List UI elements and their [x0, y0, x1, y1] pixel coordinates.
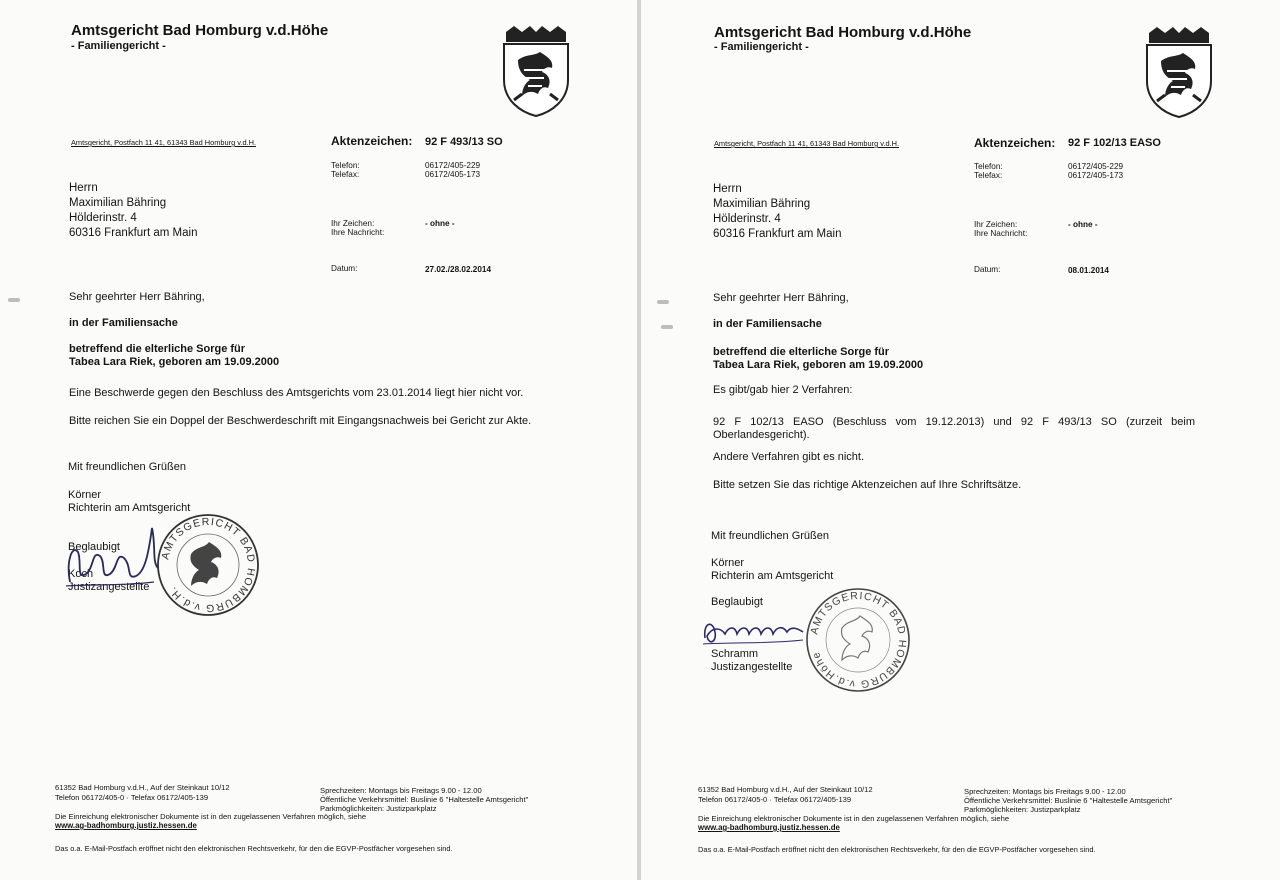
telefon-label: Telefon: [331, 161, 360, 170]
recipient-line: Hölderinstr. 4 [713, 213, 781, 225]
clerk-name: Schramm [711, 648, 759, 660]
footer-hours: Sprechzeiten: Montags bis Freitags 9.00 - 12.00 [320, 786, 482, 795]
datum-label: Datum: [974, 265, 1001, 274]
regarding-line: betreffend die elterliche Sorge für [713, 346, 890, 358]
recipient-line: Herrn [69, 182, 98, 194]
return-address: Amtsgericht, Postfach 11 41, 61343 Bad Homburg v.d.H. [71, 138, 256, 147]
footer-email-note: Das o.a. E-Mail-Postfach eröffnet nicht den elektronischen Rechtsverkehr, für den die EGVP-Postfächer vorgesehen sind. [698, 845, 1096, 854]
footer-hours: Sprechzeiten: Montags bis Freitags 9.00 - 12.00 [964, 787, 1126, 796]
body-paragraph: 92 F 102/13 EASO (Beschluss vom 19.12.2013) und 92 F 493/13 SO (zurzeit beim Oberlandesgericht). [713, 416, 1195, 441]
footer-phone: Telefon 06172/405-0 · Telefax 06172/405-139 [55, 793, 209, 802]
footer-transport: Öffentliche Verkehrsmittel: Buslinie 6 "Haltestelle Amtsgericht" [320, 795, 529, 804]
aktenzeichen-value: 92 F 102/13 EASO [1068, 137, 1161, 149]
telefax-value: 06172/405-173 [425, 170, 481, 179]
recipient-line: Hölderinstr. 4 [69, 212, 137, 224]
clerk-title: Justizangestellte [711, 661, 793, 673]
signer-title: Richterin am Amtsgericht [68, 502, 191, 514]
regarding-line: Tabea Lara Riek, geboren am 19.09.2000 [69, 356, 280, 368]
footer-address: 61352 Bad Homburg v.d.H., Auf der Steinkaut 10/12 [698, 785, 873, 794]
footer-address: 61352 Bad Homburg v.d.H., Auf der Steinkaut 10/12 [55, 783, 230, 792]
court-subtitle: - Familiengericht - [71, 40, 166, 52]
seal-text: AMTSGERICHT BAD HOMBURG v.d.H. [159, 515, 258, 615]
ihre-nachricht-label: Ihre Nachricht: [331, 228, 385, 237]
regarding-line: Tabea Lara Riek, geboren am 19.09.2000 [713, 359, 924, 371]
ihre-nachricht-label: Ihre Nachricht: [974, 229, 1028, 238]
seal-text: AMTSGERICHT BAD HOMBURG v.d.Höhe [808, 589, 909, 691]
footer-parking: Parkmöglichkeiten: Justizparkplatz [964, 805, 1081, 814]
body-paragraph: Bitte setzen Sie das richtige Aktenzeichen auf Ihre Schriftsätze. [713, 479, 1022, 491]
aktenzeichen-value: 92 F 493/13 SO [425, 136, 503, 148]
salutation: Sehr geehrter Herr Bähring, [713, 292, 849, 304]
footer-parking: Parkmöglichkeiten: Justizparkplatz [320, 804, 437, 813]
ihr-zeichen-label: Ihr Zeichen: [974, 220, 1018, 229]
certified-label: Beglaubigt [711, 596, 763, 608]
telefon-label: Telefon: [974, 162, 1003, 171]
regarding-line: betreffend die elterliche Sorge für [69, 343, 246, 355]
telefax-value: 06172/405-173 [1068, 171, 1124, 180]
footer-transport: Öffentliche Verkehrsmittel: Buslinie 6 "Haltestelle Amtsgericht" [964, 796, 1173, 805]
signer-name: Körner [711, 557, 745, 569]
court-subtitle: - Familiengericht - [714, 41, 809, 53]
court-name: Amtsgericht Bad Homburg v.d.Höhe [71, 22, 329, 39]
punch-hole-mark [8, 298, 20, 302]
footer-email-note: Das o.a. E-Mail-Postfach eröffnet nicht den elektronischen Rechtsverkehr, für den die EGVP-Postfächer vorgesehen sind. [55, 844, 453, 853]
court-seal [804, 586, 912, 694]
recipient-line: 60316 Frankfurt am Main [69, 227, 198, 239]
telefax-label: Telefax: [974, 171, 1003, 180]
recipient-address [713, 182, 841, 242]
matter: in der Familiensache [713, 318, 822, 330]
signer-name: Körner [68, 489, 102, 501]
signer-title: Richterin am Amtsgericht [711, 570, 834, 582]
footer-website-link[interactable]: www.ag-badhomburg.justiz.hessen.de [698, 823, 840, 832]
closing: Mit freundlichen Grüßen [68, 461, 186, 473]
telefon-value: 06172/405-229 [1068, 162, 1124, 171]
footer-website-link[interactable]: www.ag-badhomburg.justiz.hessen.de [55, 821, 197, 830]
ihr-zeichen-label: Ihr Zeichen: [331, 219, 375, 228]
recipient-line: Maximilian Bähring [69, 197, 167, 209]
aktenzeichen-label: Aktenzeichen: [331, 134, 413, 148]
telefax-label: Telefax: [331, 170, 360, 179]
court-seal [155, 512, 261, 618]
letter-page-left [0, 0, 637, 880]
recipient-address [69, 181, 197, 241]
telefon-value: 06172/405-229 [425, 161, 481, 170]
footer-electronic-note: Die Einreichung elektronischer Dokumente ist in den zugelassenen Verfahren möglich, siehe [55, 812, 367, 821]
body-paragraph: Bitte reichen Sie ein Doppel der Beschwerdeschrift mit Eingangsnachweis bei Gericht zur Akte. [69, 415, 532, 427]
matter: in der Familiensache [69, 317, 178, 329]
aktenzeichen-label: Aktenzeichen: [974, 136, 1056, 150]
hessen-crest-icon [1143, 27, 1215, 119]
punch-hole-mark [657, 300, 669, 304]
certified-label: Beglaubigt [68, 541, 120, 553]
body-paragraph: Eine Beschwerde gegen den Beschluss des Amtsgerichts vom 23.01.2014 liegt hier nicht vor. [69, 387, 524, 399]
datum-value: 08.01.2014 [1068, 266, 1109, 275]
clerk-signature [699, 612, 809, 652]
recipient-line: 60316 Frankfurt am Main [713, 228, 842, 240]
datum-label: Datum: [331, 264, 358, 273]
footer-electronic-note: Die Einreichung elektronischer Dokumente ist in den zugelassenen Verfahren möglich, siehe [698, 814, 1010, 823]
ihr-zeichen-value: - ohne - [425, 219, 455, 228]
court-name: Amtsgericht Bad Homburg v.d.Höhe [714, 24, 972, 41]
recipient-line: Maximilian Bähring [713, 198, 811, 210]
body-paragraph: Es gibt/gab hier 2 Verfahren: [713, 384, 853, 396]
body-paragraph: Andere Verfahren gibt es nicht. [713, 451, 865, 463]
clerk-name: Koch [68, 568, 94, 580]
clerk-title: Justizangestellte [68, 581, 150, 593]
datum-value: 27.02./28.02.2014 [425, 265, 492, 274]
return-address: Amtsgericht, Postfach 11 41, 61343 Bad Homburg v.d.H. [714, 139, 899, 148]
hessen-crest-icon [500, 26, 572, 118]
salutation: Sehr geehrter Herr Bähring, [69, 291, 205, 303]
punch-hole-mark [661, 325, 673, 329]
closing: Mit freundlichen Grüßen [711, 530, 829, 542]
recipient-line: Herrn [713, 183, 742, 195]
ihr-zeichen-value: - ohne - [1068, 220, 1098, 229]
letter-page-right [641, 0, 1280, 880]
footer-phone: Telefon 06172/405-0 · Telefax 06172/405-139 [698, 795, 852, 804]
clerk-signature [62, 522, 162, 592]
